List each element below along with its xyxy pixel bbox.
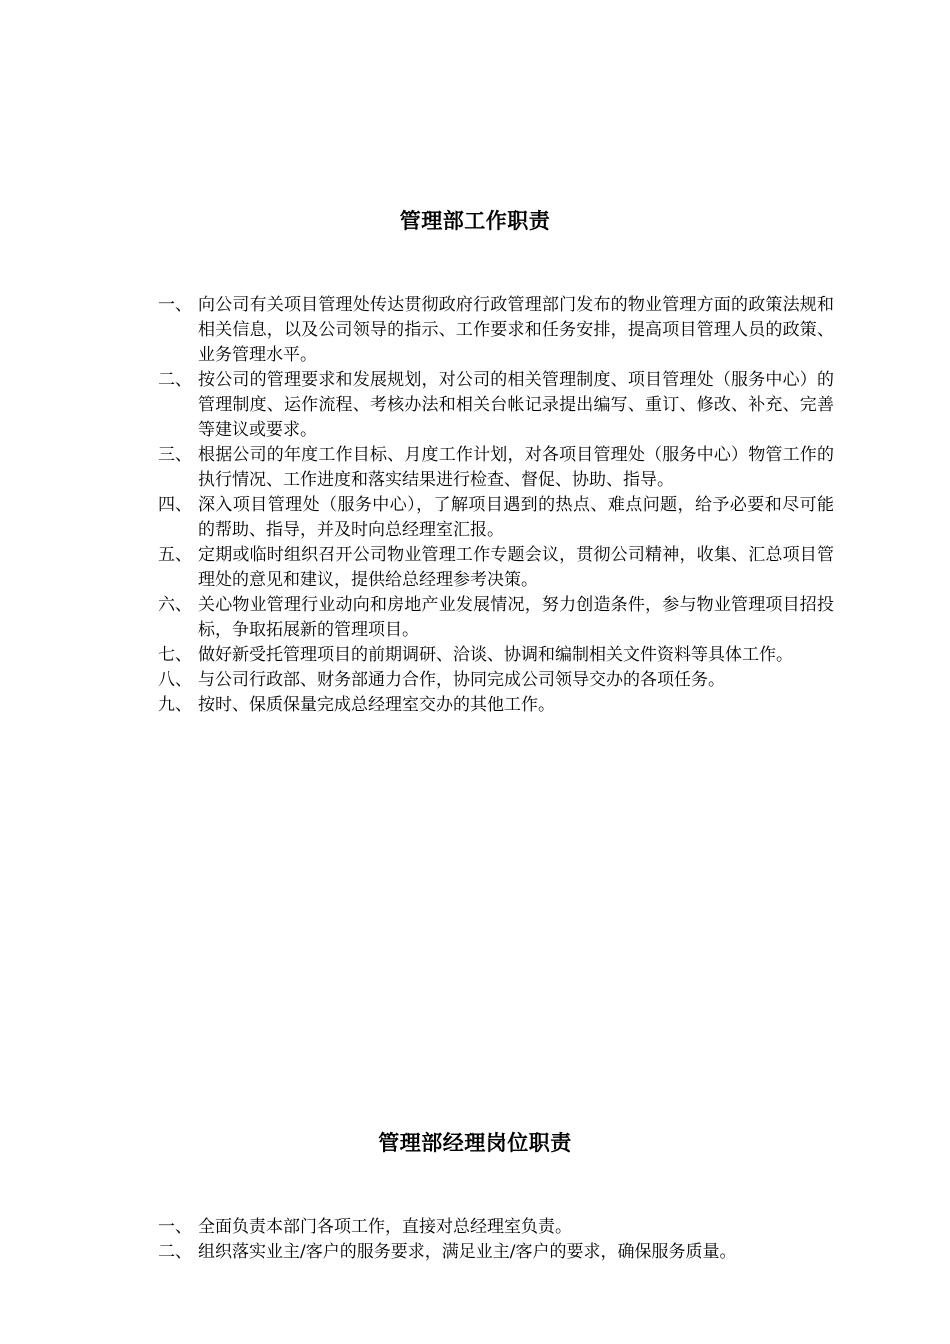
- section-title: 管理部经理岗位职责: [378, 1131, 572, 1155]
- item-number: 二、: [158, 1242, 192, 1262]
- list-item: [158, 643, 834, 668]
- item-number: 八、: [158, 670, 192, 690]
- item-text: 根据公司的年度工作目标、月度工作计划，对各项目管理处（服务中心）物管工作的执行情况、工作进度和落实结果进行检查、督促、协助、指导。: [198, 445, 834, 490]
- item-number: 七、: [158, 645, 192, 665]
- item-text: 按时、保质保量完成总经理室交办的其他工作。: [198, 695, 555, 715]
- item-number: 二、: [158, 370, 192, 390]
- item-text: 关心物业管理行业动向和房地产业发展情况，努力创造条件，参与物业管理项目招投标，争取拓展新的管理项目。: [198, 595, 834, 640]
- list-item: [158, 593, 834, 643]
- section-department-duties: [0, 203, 950, 715]
- item-number: 五、: [158, 545, 192, 565]
- item-number: 一、: [158, 295, 192, 315]
- item-text: 按公司的管理要求和发展规划，对公司的相关管理制度、项目管理处（服务中心）的管理制度、运作流程、考核办法和相关台帐记录提出编写、重订、修改、补充、完善等建议或要求。: [198, 370, 834, 440]
- list-item: [158, 443, 834, 493]
- duty-list: [158, 293, 834, 718]
- list-item: [158, 543, 834, 593]
- item-number: 四、: [158, 495, 192, 515]
- list-item: [158, 1240, 834, 1265]
- item-text: 定期或临时组织召开公司物业管理工作专题会议，贯彻公司精神，收集、汇总项目管理处的意见和建议，提供给总经理参考决策。: [198, 545, 834, 590]
- list-item: [158, 1215, 834, 1240]
- list-item: [158, 668, 834, 693]
- list-item: [158, 293, 834, 368]
- item-text: 向公司有关项目管理处传达贯彻政府行政管理部门发布的物业管理方面的政策法规和相关信息，以及公司领导的指示、工作要求和任务安排，提高项目管理人员的政策、业务管理水平。: [198, 295, 834, 365]
- item-text: 深入项目管理处（服务中心），了解项目遇到的热点、难点问题，给予必要和尽可能的帮助、指导，并及时向总经理室汇报。: [198, 495, 834, 540]
- item-text: 组织落实业主/客户的服务要求，满足业主/客户的要求，确保服务质量。: [198, 1242, 737, 1262]
- item-number: 六、: [158, 595, 192, 615]
- section-title: 管理部工作职责: [399, 209, 551, 233]
- item-number: 九、: [158, 695, 192, 715]
- item-text: 与公司行政部、财务部通力合作，协同完成公司领导交办的各项任务。: [198, 670, 725, 690]
- item-number: 三、: [158, 445, 192, 465]
- section-manager-duties: [0, 1125, 950, 1262]
- list-item: [158, 368, 834, 443]
- item-text: 做好新受托管理项目的前期调研、洽谈、协调和编制相关文件资料等具体工作。: [198, 645, 793, 665]
- list-item: [158, 693, 834, 718]
- duty-list: [158, 1215, 834, 1265]
- item-text: 全面负责本部门各项工作，直接对总经理室负责。: [198, 1217, 572, 1237]
- item-number: 一、: [158, 1217, 192, 1237]
- list-item: [158, 493, 834, 543]
